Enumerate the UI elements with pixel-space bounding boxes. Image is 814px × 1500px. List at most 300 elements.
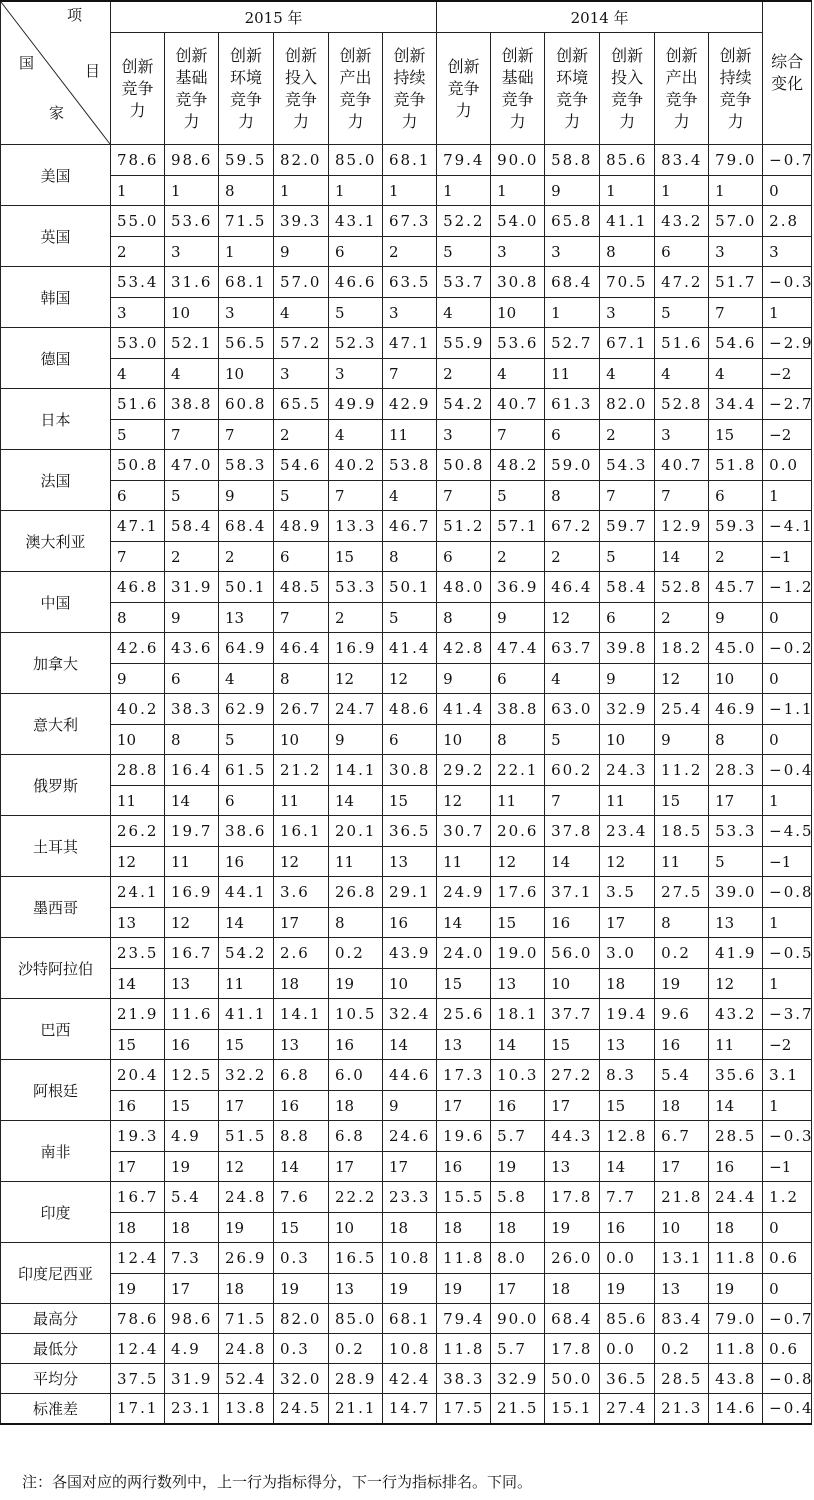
score-2015: 6.8 bbox=[329, 1121, 383, 1152]
score-2015: 49.9 bbox=[329, 389, 383, 420]
rank-2015: 1 bbox=[329, 176, 383, 206]
score-2014: 5.4 bbox=[655, 1060, 709, 1091]
rank-2015: 1 bbox=[383, 176, 437, 206]
table-row bbox=[1, 389, 812, 420]
score-2014: 28.3 bbox=[709, 755, 763, 786]
corner-label-country: 国 bbox=[19, 54, 35, 72]
rank-2015: 10 bbox=[219, 359, 274, 389]
score-2015: 16.5 bbox=[329, 1243, 383, 1274]
rank-2014: 18 bbox=[545, 1274, 600, 1304]
score-2014: 59.3 bbox=[709, 511, 763, 542]
score-change: −1.1 bbox=[763, 694, 812, 725]
score-2015: 26.7 bbox=[274, 694, 329, 725]
rank-2015: 5 bbox=[274, 481, 329, 511]
stat-2014: 11.8 bbox=[437, 1334, 491, 1364]
rank-2015: 12 bbox=[219, 1152, 274, 1182]
score-2014: 8.3 bbox=[600, 1060, 655, 1091]
rank-2014: 13 bbox=[600, 1030, 655, 1060]
score-2014: 79.0 bbox=[709, 145, 763, 176]
rank-2015: 1 bbox=[219, 237, 274, 267]
rank-2015: 16 bbox=[165, 1030, 219, 1060]
score-2014: 53.3 bbox=[709, 816, 763, 847]
table-row bbox=[1, 328, 812, 359]
column-header-2014-3 bbox=[545, 33, 600, 145]
score-2014: 46.9 bbox=[709, 694, 763, 725]
rank-2015: 10 bbox=[383, 969, 437, 999]
score-2014: 19.4 bbox=[600, 999, 655, 1030]
score-2015: 82.0 bbox=[274, 145, 329, 176]
country-name: 德国 bbox=[1, 328, 111, 389]
score-2015: 7.6 bbox=[274, 1182, 329, 1213]
rank-2015: 3 bbox=[219, 298, 274, 328]
header-text-line: 产出 bbox=[339, 67, 372, 87]
header-text-line: 基础 bbox=[501, 67, 534, 87]
score-2014: 0.0 bbox=[600, 1243, 655, 1274]
stat-2014: 17.8 bbox=[545, 1334, 600, 1364]
score-2014: 41.1 bbox=[600, 206, 655, 237]
stat-label: 最低分 bbox=[1, 1334, 111, 1364]
table-row bbox=[1, 237, 812, 267]
stat-2015: 12.4 bbox=[111, 1334, 165, 1364]
rank-2015: 2 bbox=[274, 420, 329, 450]
score-2014: 83.4 bbox=[655, 145, 709, 176]
rank-2015: 6 bbox=[329, 237, 383, 267]
header-text-line: 力 bbox=[183, 111, 200, 131]
score-2015: 11.6 bbox=[165, 999, 219, 1030]
rank-2015: 2 bbox=[219, 542, 274, 572]
score-2015: 40.2 bbox=[329, 450, 383, 481]
score-2014: 19.6 bbox=[437, 1121, 491, 1152]
rank-2015: 12 bbox=[383, 664, 437, 694]
score-2014: 27.5 bbox=[655, 877, 709, 908]
table-row bbox=[1, 1030, 812, 1060]
score-2015: 48.5 bbox=[274, 572, 329, 603]
score-change: 3.1 bbox=[763, 1060, 812, 1091]
rank-2015: 4 bbox=[219, 664, 274, 694]
header-text-line: 创新 bbox=[175, 45, 208, 65]
table-row bbox=[1, 1152, 812, 1182]
score-2014: 23.4 bbox=[600, 816, 655, 847]
rank-2015: 18 bbox=[219, 1274, 274, 1304]
score-2015: 42.6 bbox=[111, 633, 165, 664]
rank-2015: 15 bbox=[111, 1030, 165, 1060]
stat-2014: 85.6 bbox=[600, 1304, 655, 1334]
rank-2014: 14 bbox=[709, 1091, 763, 1121]
rank-2015: 4 bbox=[383, 481, 437, 511]
score-2015: 6.8 bbox=[274, 1060, 329, 1091]
country-name: 印度 bbox=[1, 1182, 111, 1243]
score-2015: 16.4 bbox=[165, 755, 219, 786]
header-text-line: 竞争 bbox=[284, 89, 317, 109]
rank-2015: 6 bbox=[165, 664, 219, 694]
stat-change: −0.4 bbox=[763, 1394, 812, 1424]
header-text-line: 力 bbox=[401, 111, 418, 131]
score-2014: 40.7 bbox=[655, 450, 709, 481]
rank-2014: 14 bbox=[655, 542, 709, 572]
rank-2014: 1 bbox=[491, 176, 545, 206]
rank-2015: 4 bbox=[165, 359, 219, 389]
score-2014: 51.7 bbox=[709, 267, 763, 298]
rank-2014: 16 bbox=[600, 1213, 655, 1243]
score-change: −0.3 bbox=[763, 267, 812, 298]
score-2015: 26.8 bbox=[329, 877, 383, 908]
score-2015: 43.6 bbox=[165, 633, 219, 664]
rank-2015: 11 bbox=[165, 847, 219, 877]
score-2015: 40.2 bbox=[111, 694, 165, 725]
score-2015: 53.3 bbox=[329, 572, 383, 603]
score-2015: 38.8 bbox=[165, 389, 219, 420]
rank-2014: 8 bbox=[437, 603, 491, 633]
rank-change: 0 bbox=[763, 725, 812, 755]
score-2014: 18.2 bbox=[655, 633, 709, 664]
country-name: 俄罗斯 bbox=[1, 755, 111, 816]
score-2015: 58.4 bbox=[165, 511, 219, 542]
rank-2014: 10 bbox=[437, 725, 491, 755]
score-2014: 43.2 bbox=[655, 206, 709, 237]
country-name: 沙特阿拉伯 bbox=[1, 938, 111, 999]
stat-change: −0.8 bbox=[763, 1364, 812, 1394]
column-header-2015-6 bbox=[383, 33, 437, 145]
stat-2015: 23.1 bbox=[165, 1394, 219, 1424]
stat-2014: 38.3 bbox=[437, 1364, 491, 1394]
stat-2014: 32.9 bbox=[491, 1364, 545, 1394]
rank-2014: 8 bbox=[655, 908, 709, 938]
rank-2014: 10 bbox=[545, 969, 600, 999]
rank-2014: 11 bbox=[437, 847, 491, 877]
rank-2015: 13 bbox=[383, 847, 437, 877]
stat-2015: 37.5 bbox=[111, 1364, 165, 1394]
rank-2015: 9 bbox=[219, 481, 274, 511]
country-name: 巴西 bbox=[1, 999, 111, 1060]
score-2015: 41.4 bbox=[383, 633, 437, 664]
score-change: 1.2 bbox=[763, 1182, 812, 1213]
rank-2014: 15 bbox=[545, 1030, 600, 1060]
rank-change: 1 bbox=[763, 481, 812, 511]
score-2015: 36.5 bbox=[383, 816, 437, 847]
score-2015: 59.5 bbox=[219, 145, 274, 176]
stat-2015: 98.6 bbox=[165, 1304, 219, 1334]
score-2015: 54.2 bbox=[219, 938, 274, 969]
score-2014: 48.0 bbox=[437, 572, 491, 603]
rank-2014: 3 bbox=[437, 420, 491, 450]
rank-2014: 5 bbox=[600, 542, 655, 572]
rank-2014: 14 bbox=[437, 908, 491, 938]
rank-2014: 16 bbox=[491, 1091, 545, 1121]
header-text-line: 竞争 bbox=[175, 89, 208, 109]
rank-2015: 17 bbox=[274, 908, 329, 938]
rank-2015: 5 bbox=[383, 603, 437, 633]
score-2014: 18.5 bbox=[655, 816, 709, 847]
table-row bbox=[1, 786, 812, 816]
score-change: 0.0 bbox=[763, 450, 812, 481]
score-2014: 6.7 bbox=[655, 1121, 709, 1152]
rank-2015: 7 bbox=[329, 481, 383, 511]
rank-2015: 19 bbox=[219, 1213, 274, 1243]
stat-2015: 17.1 bbox=[111, 1394, 165, 1424]
rank-2014: 4 bbox=[491, 359, 545, 389]
score-2014: 36.9 bbox=[491, 572, 545, 603]
rank-2014: 12 bbox=[545, 603, 600, 633]
rank-2015: 16 bbox=[329, 1030, 383, 1060]
stat-2014: 17.5 bbox=[437, 1394, 491, 1424]
score-2014: 82.0 bbox=[600, 389, 655, 420]
rank-2014: 13 bbox=[709, 908, 763, 938]
column-header-2015-4 bbox=[274, 33, 329, 145]
header-text-line: 力 bbox=[619, 111, 636, 131]
score-2014: 54.0 bbox=[491, 206, 545, 237]
rank-change: 0 bbox=[763, 603, 812, 633]
score-2014: 15.5 bbox=[437, 1182, 491, 1213]
score-2014: 13.1 bbox=[655, 1243, 709, 1274]
score-2015: 78.6 bbox=[111, 145, 165, 176]
score-2015: 4.9 bbox=[165, 1121, 219, 1152]
header-text-line: 力 bbox=[509, 111, 526, 131]
score-2015: 46.8 bbox=[111, 572, 165, 603]
rank-2014: 4 bbox=[437, 298, 491, 328]
score-2015: 50.8 bbox=[111, 450, 165, 481]
score-2014: 41.4 bbox=[437, 694, 491, 725]
score-2014: 39.8 bbox=[600, 633, 655, 664]
rank-2015: 8 bbox=[329, 908, 383, 938]
rank-2015: 4 bbox=[274, 298, 329, 328]
rank-2014: 17 bbox=[600, 908, 655, 938]
stat-2015: 0.3 bbox=[274, 1334, 329, 1364]
score-2014: 51.6 bbox=[655, 328, 709, 359]
rank-2015: 15 bbox=[383, 786, 437, 816]
corner-label-item-2: 目 bbox=[85, 62, 101, 80]
score-2014: 58.8 bbox=[545, 145, 600, 176]
score-change: −1.2 bbox=[763, 572, 812, 603]
score-2015: 44.6 bbox=[383, 1060, 437, 1091]
stat-2015: 71.5 bbox=[219, 1304, 274, 1334]
rank-2014: 4 bbox=[600, 359, 655, 389]
rank-2014: 2 bbox=[709, 542, 763, 572]
score-2014: 59.7 bbox=[600, 511, 655, 542]
column-header-2015-5 bbox=[329, 33, 383, 145]
rank-2014: 7 bbox=[655, 481, 709, 511]
overall-change-header bbox=[763, 1, 812, 145]
stat-2015: 42.4 bbox=[383, 1364, 437, 1394]
rank-2015: 14 bbox=[329, 786, 383, 816]
score-2015: 3.6 bbox=[274, 877, 329, 908]
rank-2014: 6 bbox=[545, 420, 600, 450]
rank-2015: 12 bbox=[274, 847, 329, 877]
score-change: −2.7 bbox=[763, 389, 812, 420]
header-text-line: 基础 bbox=[175, 67, 208, 87]
rank-2014: 2 bbox=[491, 542, 545, 572]
rank-2015: 3 bbox=[329, 359, 383, 389]
score-2015: 19.7 bbox=[165, 816, 219, 847]
score-2014: 8.0 bbox=[491, 1243, 545, 1274]
rank-2014: 5 bbox=[709, 847, 763, 877]
score-2014: 51.8 bbox=[709, 450, 763, 481]
rank-2015: 16 bbox=[274, 1091, 329, 1121]
table-row bbox=[1, 1060, 812, 1091]
table-row bbox=[1, 725, 812, 755]
rank-change: 1 bbox=[763, 969, 812, 999]
rank-2014: 6 bbox=[709, 481, 763, 511]
rank-2015: 9 bbox=[383, 1091, 437, 1121]
rank-2014: 18 bbox=[709, 1213, 763, 1243]
table-row bbox=[1, 359, 812, 389]
score-2015: 12.5 bbox=[165, 1060, 219, 1091]
rank-2014: 2 bbox=[545, 542, 600, 572]
score-2015: 85.0 bbox=[329, 145, 383, 176]
score-2015: 60.8 bbox=[219, 389, 274, 420]
year-2015-header: 2015 年 bbox=[111, 1, 437, 33]
score-2015: 21.2 bbox=[274, 755, 329, 786]
score-2014: 12.8 bbox=[600, 1121, 655, 1152]
stat-2014: 83.4 bbox=[655, 1304, 709, 1334]
rank-2015: 12 bbox=[329, 664, 383, 694]
score-2014: 32.9 bbox=[600, 694, 655, 725]
table-row bbox=[1, 176, 812, 206]
column-header-2015-2 bbox=[165, 33, 219, 145]
rank-2015: 18 bbox=[165, 1213, 219, 1243]
rank-2014: 19 bbox=[491, 1152, 545, 1182]
score-2014: 11.8 bbox=[709, 1243, 763, 1274]
score-2014: 46.4 bbox=[545, 572, 600, 603]
score-2015: 23.5 bbox=[111, 938, 165, 969]
rank-2015: 13 bbox=[165, 969, 219, 999]
score-2014: 67.2 bbox=[545, 511, 600, 542]
stat-label: 最高分 bbox=[1, 1304, 111, 1334]
rank-2015: 17 bbox=[329, 1152, 383, 1182]
rank-2015: 19 bbox=[383, 1274, 437, 1304]
score-2014: 52.8 bbox=[655, 389, 709, 420]
score-2014: 24.4 bbox=[709, 1182, 763, 1213]
score-2015: 53.0 bbox=[111, 328, 165, 359]
rank-2015: 7 bbox=[274, 603, 329, 633]
score-2014: 24.3 bbox=[600, 755, 655, 786]
score-2015: 23.3 bbox=[383, 1182, 437, 1213]
score-change: −4.1 bbox=[763, 511, 812, 542]
rank-2015: 9 bbox=[165, 603, 219, 633]
rank-2014: 15 bbox=[655, 786, 709, 816]
stat-2014: 79.0 bbox=[709, 1304, 763, 1334]
stat-2015: 24.8 bbox=[219, 1334, 274, 1364]
stat-2015: 0.2 bbox=[329, 1334, 383, 1364]
score-2014: 58.4 bbox=[600, 572, 655, 603]
score-2015: 38.6 bbox=[219, 816, 274, 847]
year-2014-header: 2014 年 bbox=[437, 1, 763, 33]
header-text-line: 创新 bbox=[393, 45, 426, 65]
score-2015: 61.5 bbox=[219, 755, 274, 786]
score-2014: 35.6 bbox=[709, 1060, 763, 1091]
stat-2015: 24.5 bbox=[274, 1394, 329, 1424]
header-text-line: 竞争 bbox=[665, 89, 698, 109]
table-row bbox=[1, 603, 812, 633]
header-text-line: 竞争 bbox=[611, 89, 644, 109]
score-2015: 31.9 bbox=[165, 572, 219, 603]
score-change: −0.8 bbox=[763, 877, 812, 908]
score-2014: 22.1 bbox=[491, 755, 545, 786]
rank-2014: 4 bbox=[545, 664, 600, 694]
rank-2014: 6 bbox=[491, 664, 545, 694]
rank-2015: 9 bbox=[329, 725, 383, 755]
rank-2015: 7 bbox=[165, 420, 219, 450]
score-2015: 48.9 bbox=[274, 511, 329, 542]
rank-2014: 3 bbox=[655, 420, 709, 450]
rank-2015: 15 bbox=[274, 1213, 329, 1243]
score-2015: 51.5 bbox=[219, 1121, 274, 1152]
rank-2014: 3 bbox=[545, 237, 600, 267]
table-row bbox=[1, 145, 812, 176]
score-2015: 20.1 bbox=[329, 816, 383, 847]
score-2015: 24.7 bbox=[329, 694, 383, 725]
stat-2014: 21.5 bbox=[491, 1394, 545, 1424]
rank-2015: 3 bbox=[111, 298, 165, 328]
rank-2015: 9 bbox=[111, 664, 165, 694]
rank-2014: 6 bbox=[655, 237, 709, 267]
score-2014: 57.0 bbox=[709, 206, 763, 237]
score-2015: 47.1 bbox=[383, 328, 437, 359]
score-2015: 57.2 bbox=[274, 328, 329, 359]
header-text-line: 持续 bbox=[719, 67, 752, 87]
rank-2015: 6 bbox=[274, 542, 329, 572]
score-2014: 0.2 bbox=[655, 938, 709, 969]
column-header-2014-5 bbox=[655, 33, 709, 145]
score-change: −2.9 bbox=[763, 328, 812, 359]
rank-2015: 11 bbox=[329, 847, 383, 877]
rank-2015: 11 bbox=[219, 969, 274, 999]
table-row bbox=[1, 847, 812, 877]
rank-2015: 17 bbox=[165, 1274, 219, 1304]
stat-2015: 32.0 bbox=[274, 1364, 329, 1394]
rank-2014: 18 bbox=[437, 1213, 491, 1243]
rank-2014: 4 bbox=[655, 359, 709, 389]
score-2015: 7.3 bbox=[165, 1243, 219, 1274]
rank-2014: 10 bbox=[600, 725, 655, 755]
table-row bbox=[1, 450, 812, 481]
rank-2014: 5 bbox=[491, 481, 545, 511]
rank-2015: 15 bbox=[329, 542, 383, 572]
table-row bbox=[1, 877, 812, 908]
score-2014: 12.9 bbox=[655, 511, 709, 542]
score-2014: 19.0 bbox=[491, 938, 545, 969]
score-2015: 21.9 bbox=[111, 999, 165, 1030]
score-2014: 3.0 bbox=[600, 938, 655, 969]
rank-2014: 15 bbox=[491, 908, 545, 938]
score-2014: 79.4 bbox=[437, 145, 491, 176]
score-2014: 48.2 bbox=[491, 450, 545, 481]
table-row bbox=[1, 420, 812, 450]
header-text-line: 竞争 bbox=[339, 89, 372, 109]
stat-2014: 50.0 bbox=[545, 1364, 600, 1394]
header-text-line: 投入 bbox=[284, 67, 317, 87]
score-2015: 50.1 bbox=[219, 572, 274, 603]
score-change: 2.8 bbox=[763, 206, 812, 237]
rank-2015: 14 bbox=[383, 1030, 437, 1060]
table-row bbox=[1, 1121, 812, 1152]
score-change: −4.5 bbox=[763, 816, 812, 847]
stat-2015: 31.9 bbox=[165, 1364, 219, 1394]
score-2015: 62.9 bbox=[219, 694, 274, 725]
header-text-line: 力 bbox=[673, 111, 690, 131]
score-2014: 61.3 bbox=[545, 389, 600, 420]
score-2014: 42.8 bbox=[437, 633, 491, 664]
rank-change: −1 bbox=[763, 847, 812, 877]
score-2014: 54.6 bbox=[709, 328, 763, 359]
rank-2014: 18 bbox=[655, 1091, 709, 1121]
country-name: 中国 bbox=[1, 572, 111, 633]
score-2015: 28.8 bbox=[111, 755, 165, 786]
rank-2014: 1 bbox=[709, 176, 763, 206]
rank-2014: 2 bbox=[600, 420, 655, 450]
rank-2014: 13 bbox=[545, 1152, 600, 1182]
score-2014: 18.1 bbox=[491, 999, 545, 1030]
country-name: 意大利 bbox=[1, 694, 111, 755]
